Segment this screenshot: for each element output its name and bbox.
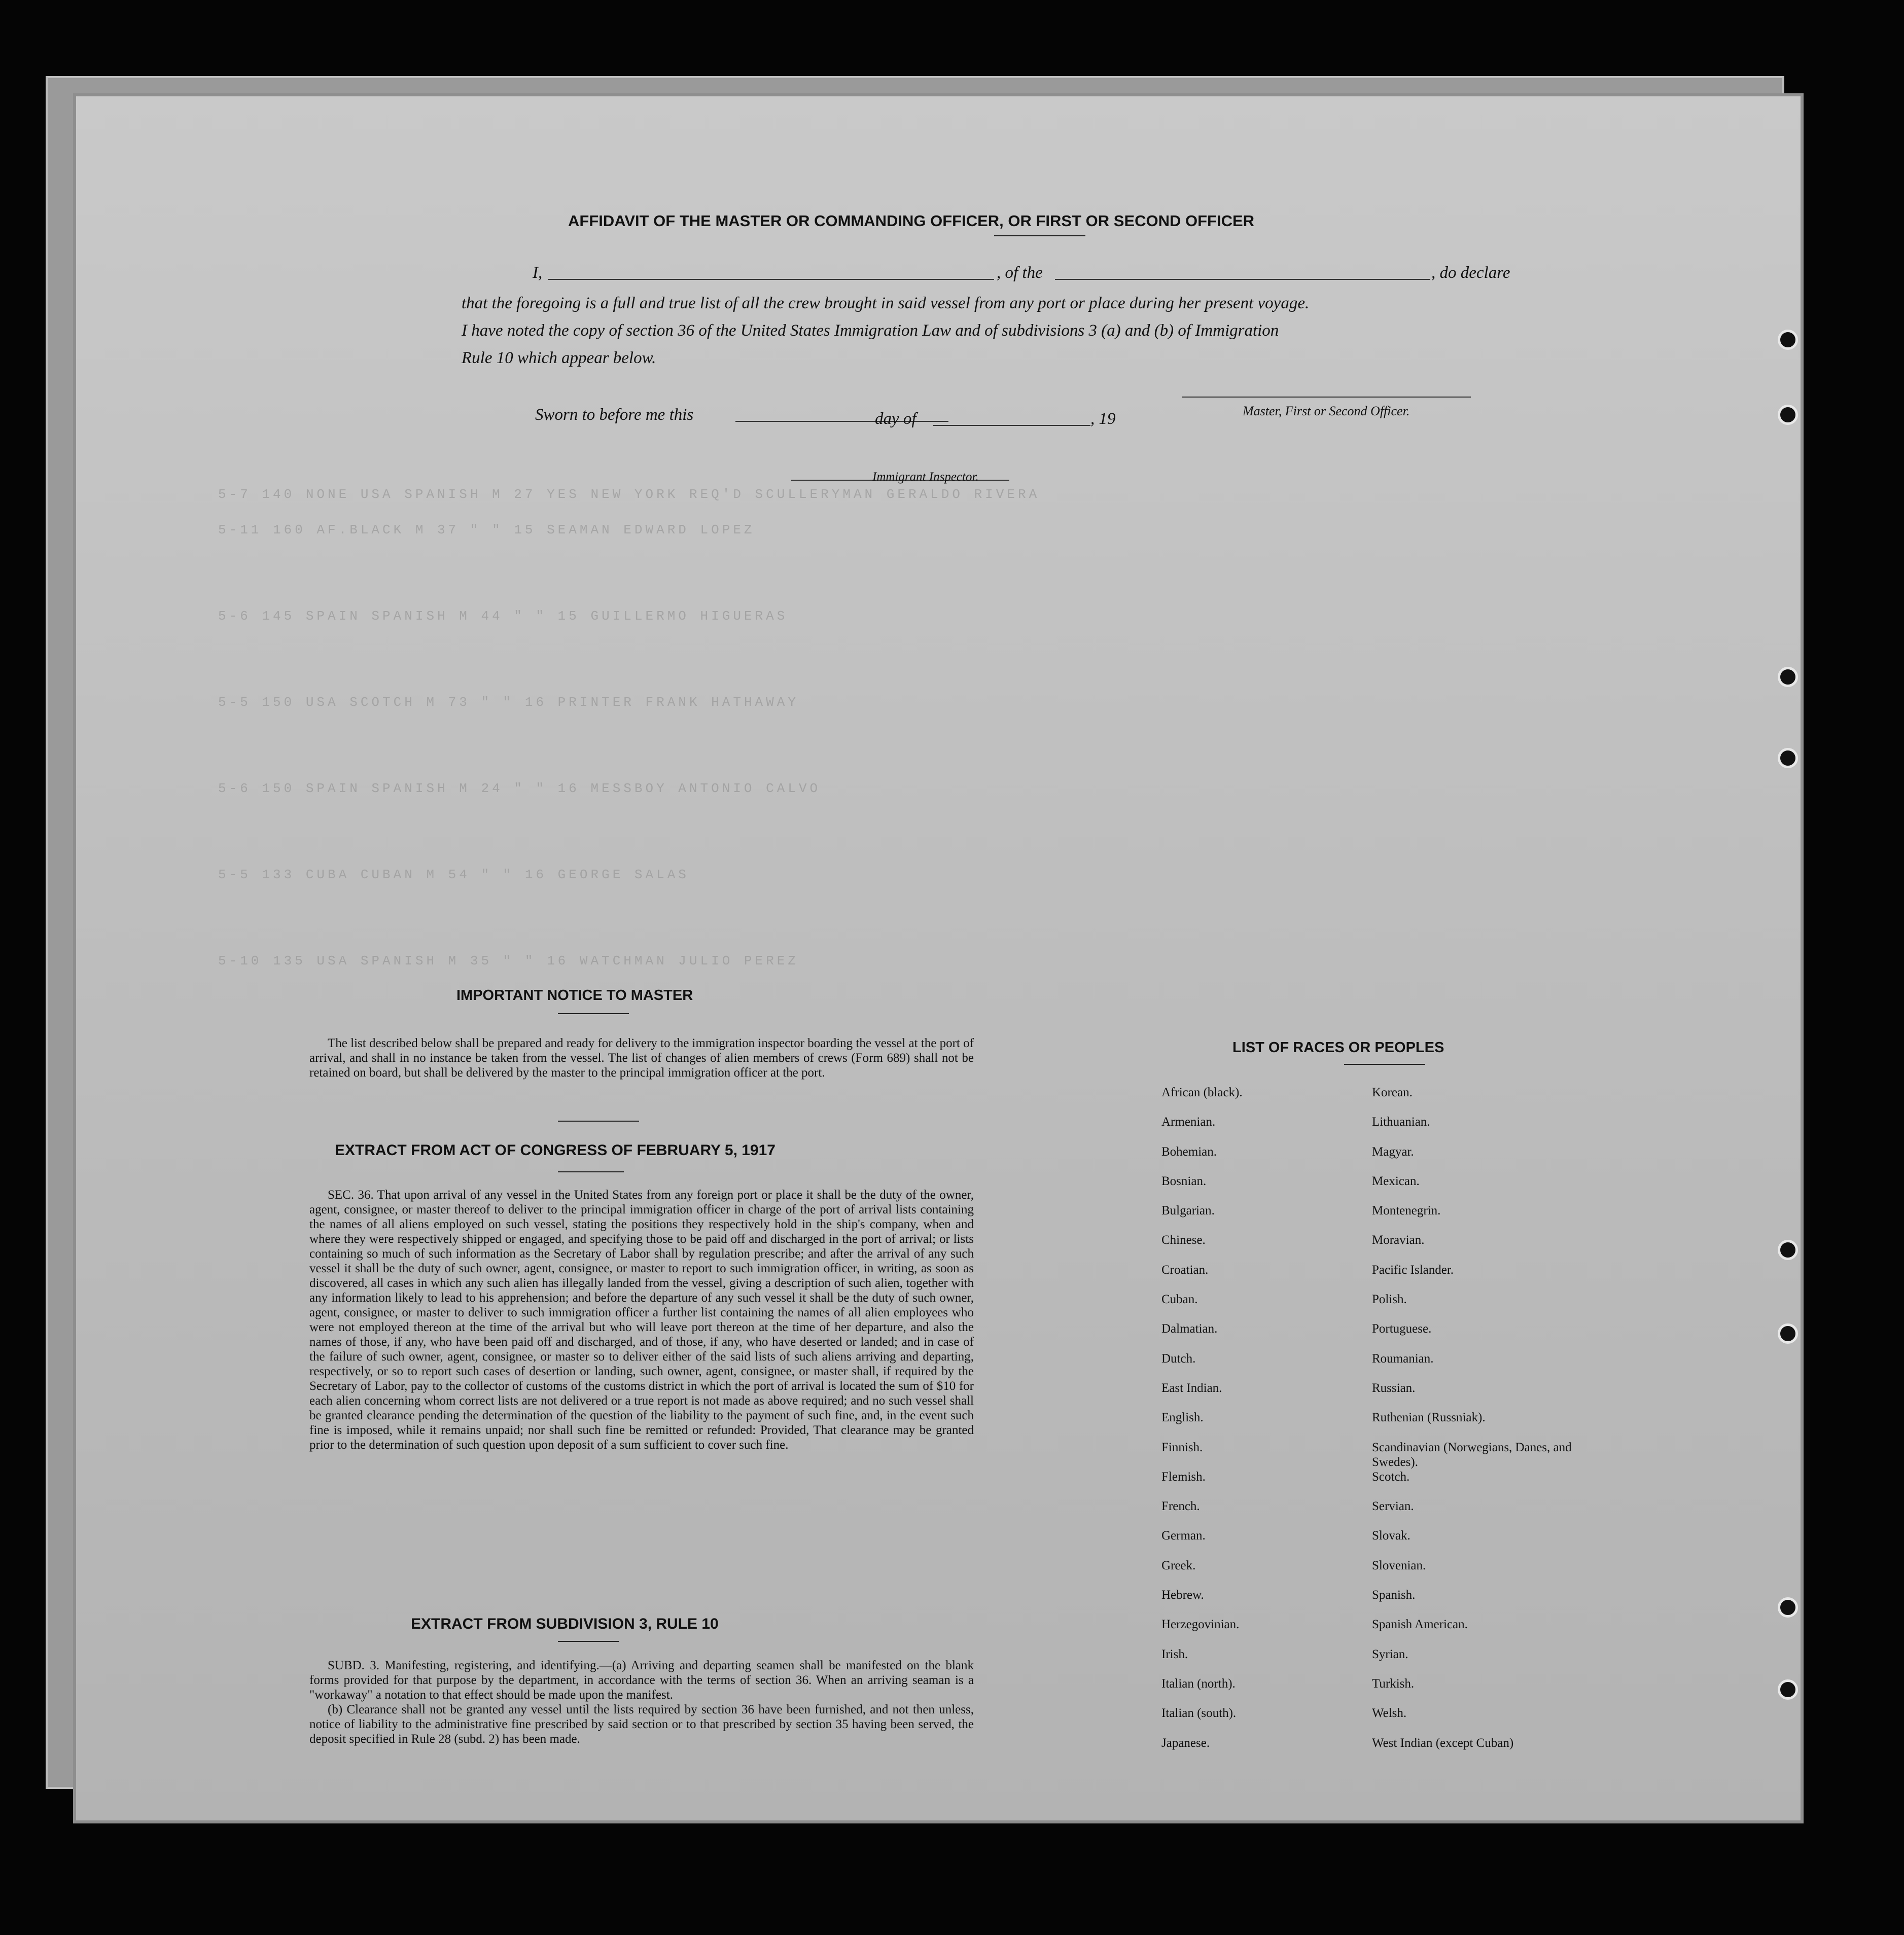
race-item: English. [1161,1411,1204,1425]
race-item: Spanish American. [1372,1618,1468,1632]
race-item: Irish. [1161,1647,1188,1661]
affidavit-of-the: , of the [997,264,1043,282]
master-signature-line [1182,397,1471,398]
races-title: LIST OF RACES OR PEOPLES [1232,1040,1444,1056]
race-item: East Indian. [1161,1381,1222,1395]
race-item: Italian (south). [1161,1706,1237,1721]
race-item: Spanish. [1372,1588,1416,1602]
race-item: Dutch. [1161,1351,1196,1366]
race-item: Cuban. [1161,1293,1198,1307]
race-item: Dalmatian. [1161,1322,1218,1336]
sworn-label: Sworn to before me this [535,406,694,424]
race-item: Ruthenian (Russniak). [1372,1411,1486,1425]
rule10-text: SUBD. 3. Manifesting, registering, and identifying.—(a) Arriving and departing seamen shall be manifested on the blank forms provided for that purpose by the department, in accordance with the terms of section 36. When an arriving seaman is a "workaway" a notation to that effect should be made upon the manifest. (b) Clearance shall not be granted any vessel until the lists required by section 36 have been furnished, and not then unless, notice of liability to the administrative fine prescribed by said section or to that prescribed by section 35 having been served, the deposit specified in Rule 28 (subd. 2) has been made. [309,1659,974,1746]
notice-title: IMPORTANT NOTICE TO MASTER [456,987,693,1004]
race-item: Bulgarian. [1161,1204,1215,1218]
act-title: EXTRACT FROM ACT OF CONGRESS OF FEBRUARY 5, 1917 [335,1142,775,1159]
bleed-through-row: 5-7 140 NONE USA SPANISH M 27 YES NEW YORK REQ'D SCULLERYMAN GERALDO RIVERA [218,487,1040,502]
affidavit-i-label: I, [533,264,543,282]
race-item: Bohemian. [1161,1144,1217,1159]
affidavit-line-3: Rule 10 which appear below. [462,349,656,367]
binder-hole [1778,748,1798,768]
act-divider-top [558,1121,639,1122]
race-item: Montenegrin. [1372,1204,1441,1218]
notice-divider [558,1013,629,1014]
race-item: Flemish. [1161,1470,1206,1484]
race-item: Roumanian. [1372,1351,1434,1366]
affidavit-title: AFFIDAVIT OF THE MASTER OR COMMANDING OFFICER, OR FIRST OR SECOND OFFICER [568,212,1255,230]
race-item: West Indian (except Cuban) [1372,1736,1514,1750]
race-item: Chinese. [1161,1233,1206,1247]
sworn-day-line [735,421,948,422]
race-item: Finnish. [1161,1440,1203,1454]
race-item: Magyar. [1372,1144,1414,1159]
document-page [76,96,1801,1820]
race-item: Italian (north). [1161,1676,1236,1691]
binder-hole [1778,330,1798,350]
race-item: Syrian. [1372,1647,1408,1661]
race-item: Hebrew. [1161,1588,1204,1602]
act-divider [558,1171,624,1172]
race-item: Korean. [1372,1086,1413,1099]
race-item: Lithuanian. [1372,1115,1430,1129]
rule10-divider [558,1641,619,1642]
race-item: Turkish. [1372,1676,1415,1691]
race-item: Bosnian. [1161,1174,1207,1188]
binder-hole [1778,1679,1798,1700]
vessel-line [1055,279,1430,280]
race-item: Mexican. [1372,1174,1420,1188]
day-of-label: day of [875,410,916,428]
affidavit-line-2: I have noted the copy of section 36 of the United States Immigration Law and of subdivisions 3 (a) and (b) of Immigration [462,321,1279,340]
binder-hole [1778,1323,1798,1344]
notice-text: The list described below shall be prepared and ready for delivery to the immigration inspector boarding the vessel at the port of arrival, and shall in no instance be taken from the vessel. The list of changes of alien members of crews (Form 689) shall not be retained on board, but shall be delivered by the master to the principal immigration officer at the port. [309,1036,974,1080]
race-item: Greek. [1161,1558,1196,1572]
race-item: Croatian. [1161,1263,1209,1277]
name-line [548,279,994,280]
race-item: Pacific Islander. [1372,1263,1454,1277]
bleed-through-row: 5-6 145 SPAIN SPANISH M 44 " " 15 GUILLERMO HIGUERAS [218,608,788,624]
race-item: Armenian. [1161,1115,1216,1129]
race-item: Slovak. [1372,1529,1411,1543]
race-item: Welsh. [1372,1706,1407,1721]
bleed-through-row: 5-10 135 USA SPANISH M 35 " " 16 WATCHMAN JULIO PEREZ [218,953,799,969]
year-label: , 19 [1090,410,1116,428]
races-left-column [1161,1085,1354,1765]
race-item: Scandinavian (Norwegians, Danes, and Swedes). [1372,1440,1572,1469]
race-item: African (black). [1161,1086,1243,1099]
races-right-column [1372,1085,1585,1765]
binder-hole [1778,1240,1798,1260]
bleed-through-row: 5-5 150 USA SCOTCH M 73 " " 16 PRINTER FRANK HATHAWAY [218,695,799,710]
race-item: Polish. [1372,1293,1407,1307]
rule10-title: EXTRACT FROM SUBDIVISION 3, RULE 10 [411,1616,719,1632]
binder-hole [1778,405,1798,425]
race-item: Servian. [1372,1499,1414,1514]
race-item: French. [1161,1499,1200,1514]
binder-hole [1778,1597,1798,1618]
title-divider [994,235,1085,236]
binder-hole [1778,667,1798,687]
race-item: Scotch. [1372,1470,1410,1484]
bleed-through-row: 5-6 150 SPAIN SPANISH M 24 " " 16 MESSBOY ANTONIO CALVO [218,781,821,796]
race-item: Portuguese. [1372,1322,1432,1336]
race-item: Russian. [1372,1381,1416,1395]
bleed-through-row: 5-11 160 AF.BLACK M 37 " " 15 SEAMAN EDWARD LOPEZ [218,522,755,538]
races-divider [1344,1064,1425,1065]
inspector-label: Immigrant Inspector. [872,470,979,484]
bleed-through-row: 5-5 133 CUBA CUBAN M 54 " " 16 GEORGE SALAS [218,867,689,882]
race-item: German. [1161,1529,1206,1543]
race-item: Japanese. [1161,1736,1210,1750]
affidavit-do-declare: , do declare [1431,264,1510,282]
race-item: Moravian. [1372,1233,1425,1247]
act-text: SEC. 36. That upon arrival of any vessel in the United States from any foreign port or place it shall be the duty of the owner, agent, consignee, or master thereof to deliver to the principal immigration officer in charge of the port of arrival lists containing the names of all aliens employed on such vessel, stating the positions they respectively hold in the ship's company, when and where they were respectively shipped or engaged, and specifying those to be paid off and discharged in the port of arrival; or lists containing so much of such information as the Secretary of Labor shall by regulation prescribe; and after the arrival of any such vessel it shall be the duty of such owner, agent, consignee, or master to report to such immigration officer, in writing, as soon as discovered, all cases in which any such alien has illegally landed from the vessel, giving a description of such alien, together with any information likely to lead to his apprehension; and before the departure of any such vessel it shall be the duty of such owner, agent, consignee, or master to deliver to such immigration officer a further list containing the names of all alien employees who were not employed thereon at the time of the arrival but who will leave port thereon at the time of her departure, and also the names of those, if any, who have been paid off and discharged, and of those, if any, who have deserted or landed; and in case of the failure of such owner, agent, consignee, or master so to deliver either of the said lists of such aliens arriving and departing, respectively, or so to report such cases of desertion or landing, such owner, agent, consignee, or master shall, if required by the Secretary of Labor, pay to the collector of customs of the customs district in which the port of arrival is located the sum of $10 for each alien concerning whom correct lists are not delivered or a true report is not made as above required; and no such vessel shall be granted clearance pending the determination of the question of the liability to the payment of such fine, and, in the event such fine is imposed, while it remains unpaid; nor shall such fine be remitted or refunded: Provided, That clearance may be granted prior to the determination of such question upon deposit of a sum sufficient to cover such fine. [309,1188,974,1452]
month-line [933,425,1090,426]
race-item: Slovenian. [1372,1558,1426,1572]
race-item: Herzegovinian. [1161,1618,1240,1632]
master-signature-label: Master, First or Second Officer. [1243,404,1410,418]
affidavit-line-1: that the foregoing is a full and true list of all the crew brought in said vessel from any port or place during her present voyage. [462,294,1310,312]
